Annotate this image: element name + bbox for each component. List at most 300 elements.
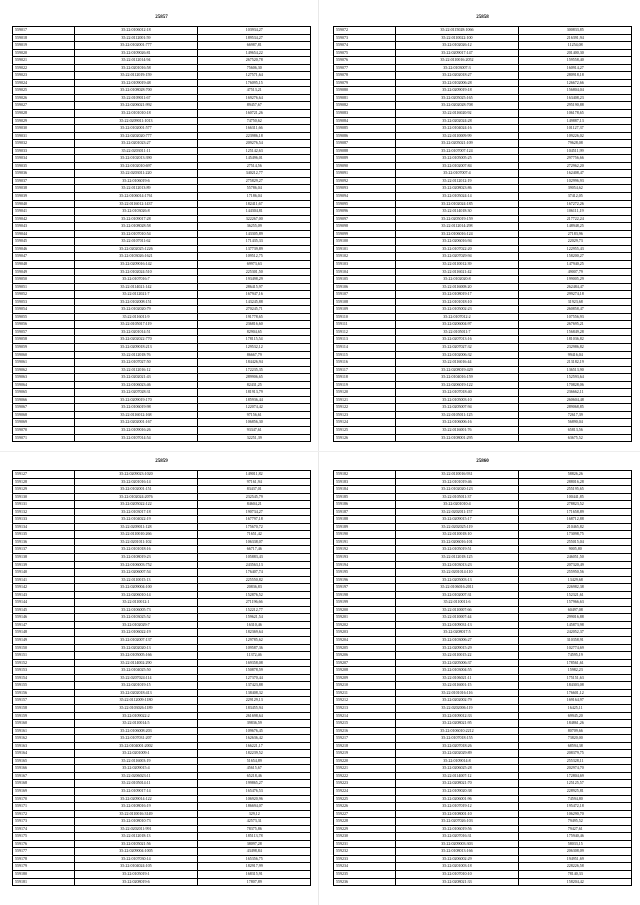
value-cell: 255328,11 <box>519 757 632 765</box>
record-number-cell: 559229 <box>334 825 396 833</box>
cadastral-number-cell: 35:22:0202022:770 <box>74 336 198 344</box>
table-row <box>334 810 632 818</box>
value-cell: 172804,69 <box>519 772 632 780</box>
record-number-cell: 559181 <box>13 878 75 886</box>
record-number-cell: 559194 <box>334 561 396 569</box>
record-number-cell: 559086 <box>334 132 396 140</box>
value-cell: 89457,67 <box>198 102 311 110</box>
cadastral-number-cell: 35:22:0209014:122 <box>74 795 198 803</box>
value-cell: 199865,27 <box>198 780 311 788</box>
record-number-cell: 559156 <box>13 689 75 697</box>
table-row <box>334 569 632 577</box>
table-row <box>334 704 632 712</box>
table-row <box>334 193 632 201</box>
value-cell: 243563,13 <box>198 561 311 569</box>
value-cell: 106920,96 <box>198 795 311 803</box>
value-cell: 178115,54 <box>198 336 311 344</box>
value-cell: 236662,11 <box>519 389 632 397</box>
record-number-cell: 559053 <box>13 298 75 306</box>
table-row <box>13 606 311 614</box>
cadastral-number-cell: 35:22:0202021:43 <box>74 374 198 382</box>
table-row <box>13 780 311 788</box>
cadastral-number-cell: 35:22:0107010:10 <box>395 870 519 878</box>
cadastral-number-cell: 35:22:0102020:8 <box>395 276 519 284</box>
record-number-cell: 559057 <box>13 328 75 336</box>
record-number-cell: 559068 <box>13 411 75 419</box>
cadastral-number-cell: 35:22:0106019:6 <box>74 177 198 185</box>
value-cell: 122955,43 <box>519 245 632 253</box>
value-cell: 97156,61 <box>198 411 311 419</box>
table-row <box>334 147 632 155</box>
record-number-cell: 559190 <box>334 531 396 539</box>
table-row <box>13 215 311 223</box>
value-cell: 82904,65 <box>198 328 311 336</box>
value-cell: 45615,67 <box>198 765 311 773</box>
table-row <box>334 727 632 735</box>
cadastral-number-cell: 35:22:0106008:203 <box>74 727 198 735</box>
value-cell: 37412,05 <box>519 193 632 201</box>
record-number-cell: 559132 <box>13 508 75 516</box>
record-number-cell: 559210 <box>334 682 396 690</box>
registry-table <box>333 470 632 886</box>
record-number-cell: 559159 <box>13 712 75 720</box>
value-cell: 71651,42 <box>198 531 311 539</box>
table-row <box>13 57 311 65</box>
record-number-cell: 559123 <box>334 411 396 419</box>
cadastral-number-cell: 35:22:0112016:12 <box>74 366 198 374</box>
value-cell: 75606,30 <box>198 64 311 72</box>
record-number-cell: 559197 <box>334 584 396 592</box>
cadastral-number-cell: 35:22:0116001:15 <box>395 682 519 690</box>
record-number-cell: 559231 <box>334 840 396 848</box>
table-row <box>334 750 632 758</box>
cadastral-number-cell: 35:22:0207028:31 <box>74 389 198 397</box>
table-row <box>13 855 311 863</box>
cadastral-number-cell: 35:22:0108016:19 <box>74 803 198 811</box>
table-row <box>13 471 311 479</box>
record-number-cell: 559048 <box>13 260 75 268</box>
cadastral-number-cell: 35:22:0114021:142 <box>74 283 198 291</box>
cadastral-number-cell: 35:22:0106014:1761 <box>74 193 198 201</box>
cadastral-number-cell: 35:22:0209004:100 <box>74 584 198 592</box>
cadastral-number-cell: 35:22:0103013:23 <box>395 561 519 569</box>
table-row <box>13 825 311 833</box>
cadastral-number-cell: 35:22:0109016:26 <box>74 426 198 434</box>
cadastral-number-cell: 35:22:0110007:66 <box>395 606 519 614</box>
record-number-cell: 559149 <box>13 637 75 645</box>
record-number-cell: 559226 <box>334 803 396 811</box>
table-row <box>13 727 311 735</box>
record-number-cell: 559095 <box>334 200 396 208</box>
record-number-cell: 559031 <box>13 132 75 140</box>
value-cell: 74594,80 <box>519 795 632 803</box>
record-number-cell: 559117 <box>334 366 396 374</box>
record-number-cell: 559041 <box>13 208 75 216</box>
cadastral-number-cell: 35:22:0105014:11 <box>74 780 198 788</box>
cadastral-number-cell: 35:22:0102020:79 <box>74 306 198 314</box>
table-row <box>13 238 311 246</box>
cadastral-number-cell: 35:22:0104024:16 <box>395 125 519 133</box>
record-number-cell: 559071 <box>13 434 75 442</box>
table-row <box>13 117 311 125</box>
value-cell: 79628,08 <box>519 140 632 148</box>
value-cell: 261698,64 <box>198 712 311 720</box>
cadastral-number-cell: 35:22:0102024:510 <box>74 268 198 276</box>
value-cell: 183455,94 <box>198 704 311 712</box>
table-row <box>13 426 311 434</box>
cadastral-number-cell: 35:22:0104022:19 <box>74 516 198 524</box>
value-cell: 74595,19 <box>519 652 632 660</box>
table-row <box>334 208 632 216</box>
cadastral-number-cell: 35:22:0207027:32 <box>395 343 519 351</box>
cadastral-number-cell: 35:22:0208019:6 <box>74 878 198 886</box>
record-number-cell: 559064 <box>13 381 75 389</box>
value-cell: 127571,64 <box>198 72 311 80</box>
cadastral-number-cell: 35:22:0102013:390 <box>74 155 198 163</box>
table-row <box>13 336 311 344</box>
cadastral-number-cell: 35:22:0201003:18 <box>395 863 519 871</box>
cadastral-number-cell: 35:22:0110012:1 <box>74 599 198 607</box>
table-row <box>13 787 311 795</box>
table-row <box>334 72 632 80</box>
cadastral-number-cell: 35:22:0102007:31 <box>395 591 519 599</box>
table-row <box>334 276 632 284</box>
value-cell: 329,12 <box>198 810 311 818</box>
record-number-cell: 559168 <box>13 780 75 788</box>
record-number-cell: 559146 <box>13 614 75 622</box>
table-row <box>13 87 311 95</box>
record-number-cell: 559065 <box>13 389 75 397</box>
value-cell: 49007,79 <box>519 268 632 276</box>
table-row <box>13 523 311 531</box>
value-cell: 255950,56 <box>519 569 632 577</box>
cadastral-number-cell: 35:22:0115028:1066 <box>395 27 519 35</box>
value-cell: 56890,04 <box>519 419 632 427</box>
table-row <box>334 49 632 57</box>
record-number-cell: 559136 <box>13 538 75 546</box>
value-cell: 278823,52 <box>519 501 632 509</box>
cadastral-number-cell: 35:22:0201014:51 <box>74 328 198 336</box>
record-number-cell: 559093 <box>334 185 396 193</box>
record-number-cell: 559232 <box>334 848 396 856</box>
cadastral-number-cell: 35:22:0205006:37 <box>395 659 519 667</box>
cadastral-number-cell: 35:22:0102020:123 <box>395 486 519 494</box>
value-cell: 229129,13 <box>198 697 311 705</box>
table-row <box>13 704 311 712</box>
table-row <box>13 637 311 645</box>
record-number-cell: 559135 <box>13 531 75 539</box>
table-row <box>334 434 632 442</box>
value-cell: 232545,79 <box>198 493 311 501</box>
table-row <box>334 140 632 148</box>
cadastral-number-cell: 35:22:0112001:59 <box>74 34 198 42</box>
value-cell: 159621,54 <box>198 614 311 622</box>
cadastral-number-cell: 35:22:0207018:26 <box>395 742 519 750</box>
cadastral-number-cell: 35:22:0108028:58 <box>74 223 198 231</box>
record-number-cell: 559112 <box>334 328 396 336</box>
record-number-cell: 559072 <box>334 27 396 35</box>
table-row <box>334 291 632 299</box>
cadastral-number-cell: 35:22:0112018:13 <box>74 833 198 841</box>
cadastral-number-cell: 35:22:0107019:12 <box>395 803 519 811</box>
record-number-cell: 559049 <box>13 268 75 276</box>
record-number-cell: 559202 <box>334 621 396 629</box>
record-number-cell: 559060 <box>13 351 75 359</box>
record-number-cell: 559189 <box>334 523 396 531</box>
value-cell: 185936,44 <box>198 396 311 404</box>
cadastral-number-cell: 35:22:0105011:37 <box>395 493 519 501</box>
cadastral-number-cell: 35:22:0112014:298 <box>395 223 519 231</box>
value-cell: 42573,31 <box>198 818 311 826</box>
value-cell: 168712,88 <box>519 516 632 524</box>
table-row <box>334 833 632 841</box>
value-cell: 275829,27 <box>198 177 311 185</box>
value-cell: 13429,68 <box>519 576 632 584</box>
value-cell: 144304,81 <box>198 208 311 216</box>
table-row <box>13 478 311 486</box>
table-row <box>334 298 632 306</box>
record-number-cell: 559023 <box>13 72 75 80</box>
cadastral-number-cell: 35:22:0112014:94 <box>74 57 198 65</box>
cadastral-number-cell: 35:22:0112019:159 <box>74 72 198 80</box>
cadastral-number-cell: 35:22:0101016:116 <box>395 689 519 697</box>
cadastral-number-cell: 35:22:0202018:27 <box>395 72 519 80</box>
record-number-cell: 559167 <box>13 772 75 780</box>
registry-table <box>12 470 311 886</box>
value-cell: 297756,66 <box>519 155 632 163</box>
value-cell: 158204,42 <box>519 878 632 886</box>
table-row <box>13 419 311 427</box>
value-cell: 39836,59 <box>198 720 311 728</box>
record-number-cell: 559099 <box>334 230 396 238</box>
value-cell: 236816,60 <box>198 321 311 329</box>
value-cell: 286415,97 <box>198 283 311 291</box>
record-number-cell: 559234 <box>334 863 396 871</box>
value-cell: 186694,07 <box>198 803 311 811</box>
record-number-cell: 559141 <box>13 576 75 584</box>
value-cell: 288016,28 <box>519 478 632 486</box>
value-cell: 163408,23 <box>519 94 632 102</box>
value-cell: 31923,68 <box>519 298 632 306</box>
cadastral-number-cell: 35:22:0103026:1189 <box>74 704 198 712</box>
document-page-4 <box>333 459 632 886</box>
cadastral-number-cell: 35:22:0209015:4 <box>74 765 198 773</box>
page-number: 25857 <box>155 15 168 20</box>
table-row <box>334 336 632 344</box>
table-row <box>13 185 311 193</box>
cadastral-number-cell: 35:22:0205003:13 <box>395 576 519 584</box>
record-number-cell: 559230 <box>334 833 396 841</box>
table-row <box>334 606 632 614</box>
cadastral-number-cell: 35:22:0202002:79 <box>395 697 519 705</box>
value-cell: 105883,43 <box>198 554 311 562</box>
table-row <box>334 825 632 833</box>
table-row <box>13 818 311 826</box>
cadastral-number-cell: 35:22:0110015:22 <box>395 652 519 660</box>
record-number-cell: 559074 <box>334 42 396 50</box>
table-row <box>13 276 311 284</box>
table-row <box>334 757 632 765</box>
cadastral-number-cell: 35:22:0202020:13 <box>74 644 198 652</box>
record-number-cell: 559148 <box>13 629 75 637</box>
cadastral-number-cell: 35:22:0108013:166 <box>395 848 519 856</box>
cadastral-number-cell: 35:22:0116012:1437 <box>74 200 198 208</box>
record-number-cell: 559109 <box>334 306 396 314</box>
value-cell: 228925,81 <box>519 787 632 795</box>
cadastral-number-cell: 35:22:0207013:16 <box>395 336 519 344</box>
cadastral-number-cell: 35:22:0110014:5 <box>74 720 198 728</box>
value-cell: 166221,17 <box>198 742 311 750</box>
table-row <box>334 501 632 509</box>
record-number-cell: 559062 <box>13 366 75 374</box>
cadastral-number-cell: 35:22:0108019:23 <box>74 554 198 562</box>
record-number-cell: 559204 <box>334 637 396 645</box>
value-cell: 182411,67 <box>198 200 311 208</box>
table-row <box>13 283 311 291</box>
value-cell: 295190,88 <box>519 102 632 110</box>
value-cell: 17807,89 <box>198 878 311 886</box>
value-cell: 175940,46 <box>519 833 632 841</box>
value-cell: 106290,70 <box>519 810 632 818</box>
record-number-cell: 559076 <box>334 57 396 65</box>
record-number-cell: 559106 <box>334 283 396 291</box>
value-cell: 107556,93 <box>519 313 632 321</box>
value-cell: 226982,38 <box>519 584 632 592</box>
registry-table <box>12 26 311 442</box>
table-row <box>334 599 632 607</box>
cadastral-number-cell: 35:22:0202018:413 <box>74 689 198 697</box>
table-row <box>334 170 632 178</box>
value-cell: 193498,29 <box>198 276 311 284</box>
record-number-cell: 559115 <box>334 351 396 359</box>
value-cell: 162408,47 <box>519 170 632 178</box>
value-cell: 210465,82 <box>519 523 632 531</box>
record-number-cell: 559118 <box>334 374 396 382</box>
record-number-cell: 559038 <box>13 185 75 193</box>
cadastral-number-cell: 35:22:0105019:51 <box>395 546 519 554</box>
record-number-cell: 559220 <box>334 757 396 765</box>
value-cell: 152593,64 <box>519 374 632 382</box>
value-cell: 51654,89 <box>198 757 311 765</box>
table-row <box>334 230 632 238</box>
record-number-cell: 559160 <box>13 720 75 728</box>
value-cell: 60497,08 <box>519 606 632 614</box>
table-row <box>13 366 311 374</box>
value-cell: 20836,83 <box>198 584 311 592</box>
value-cell: 270245,71 <box>198 306 311 314</box>
record-number-cell: 559129 <box>13 486 75 494</box>
value-cell: 158200,27 <box>519 253 632 261</box>
value-cell: 167947,16 <box>198 291 311 299</box>
table-row <box>13 546 311 554</box>
table-row <box>334 374 632 382</box>
cadastral-number-cell: 35:22:0104025:50 <box>74 667 198 675</box>
table-row <box>13 434 311 442</box>
value-cell: 36255,09 <box>198 223 311 231</box>
value-cell: 63675,52 <box>519 434 632 442</box>
table-row <box>13 253 311 261</box>
cadastral-number-cell: 35:22:0101019:46 <box>395 478 519 486</box>
table-row <box>334 848 632 856</box>
record-number-cell: 559032 <box>13 140 75 148</box>
table-row <box>13 72 311 80</box>
table-row <box>334 486 632 494</box>
table-row <box>13 177 311 185</box>
value-cell: 195472,18 <box>519 803 632 811</box>
record-number-cell: 559188 <box>334 516 396 524</box>
cadastral-number-cell: 35:22:0102029:7 <box>74 621 198 629</box>
cadastral-number-cell: 35:22:0114007:12 <box>395 772 519 780</box>
record-number-cell: 559035 <box>13 162 75 170</box>
value-cell: 143305,89 <box>198 230 311 238</box>
table-row <box>334 260 632 268</box>
value-cell: 208379,75 <box>519 750 632 758</box>
value-cell: 299274,18 <box>519 291 632 299</box>
value-cell: 106856,30 <box>198 419 311 427</box>
record-number-cell: 559084 <box>334 117 396 125</box>
record-number-cell: 559040 <box>13 200 75 208</box>
table-row <box>334 162 632 170</box>
table-row <box>13 501 311 509</box>
value-cell: 148948,25 <box>519 223 632 231</box>
cadastral-number-cell: 35:22:0207024:114 <box>74 674 198 682</box>
table-row <box>334 64 632 72</box>
cadastral-number-cell: 35:22:0201014:110 <box>395 569 519 577</box>
table-row <box>13 772 311 780</box>
record-number-cell: 559051 <box>13 283 75 291</box>
value-cell: 72617,39 <box>519 411 632 419</box>
record-number-cell: 559219 <box>334 750 396 758</box>
table-row <box>13 155 311 163</box>
value-cell: 271196,66 <box>198 599 311 607</box>
record-number-cell: 559145 <box>13 606 75 614</box>
cadastral-number-cell: 35:22:0206023:11 <box>74 772 198 780</box>
table-row <box>334 667 632 675</box>
value-cell: 129532,12 <box>198 343 311 351</box>
table-row <box>13 200 311 208</box>
table-row <box>13 351 311 359</box>
cadastral-number-cell: 35:22:0206019:122 <box>395 381 519 389</box>
cadastral-number-cell: 35:22:0205022:122 <box>74 501 198 509</box>
cadastral-number-cell: 35:22:0201009:1 <box>74 750 198 758</box>
record-number-cell: 559127 <box>13 471 75 479</box>
record-number-cell: 559030 <box>13 125 75 133</box>
value-cell: 228226,58 <box>519 863 632 871</box>
cadastral-number-cell: 35:22:0102026:12 <box>395 42 519 50</box>
table-row <box>334 381 632 389</box>
record-number-cell: 559173 <box>13 818 75 826</box>
record-number-cell: 559224 <box>334 787 396 795</box>
cadastral-number-cell: 35:22:0209011:1013 <box>74 117 198 125</box>
value-cell: 99416,04 <box>519 351 632 359</box>
record-number-cell: 559211 <box>334 689 396 697</box>
page-number: 25860 <box>476 459 489 464</box>
value-cell: 167272,26 <box>519 200 632 208</box>
record-number-cell: 559075 <box>334 49 396 57</box>
record-number-cell: 559175 <box>13 833 75 841</box>
cadastral-number-cell: 35:22:0106023:46 <box>74 381 198 389</box>
cadastral-number-cell: 35:22:0106005:73 <box>74 606 198 614</box>
record-number-cell: 559116 <box>334 359 396 367</box>
value-cell: 79495,52 <box>519 818 632 826</box>
record-number-cell: 559176 <box>13 840 75 848</box>
table-row <box>334 328 632 336</box>
cadastral-number-cell: 35:22:0110011:6 <box>395 599 519 607</box>
table-row <box>334 614 632 622</box>
record-number-cell: 559195 <box>334 569 396 577</box>
value-cell: 78375,86 <box>198 825 311 833</box>
record-number-cell: 559081 <box>334 94 396 102</box>
